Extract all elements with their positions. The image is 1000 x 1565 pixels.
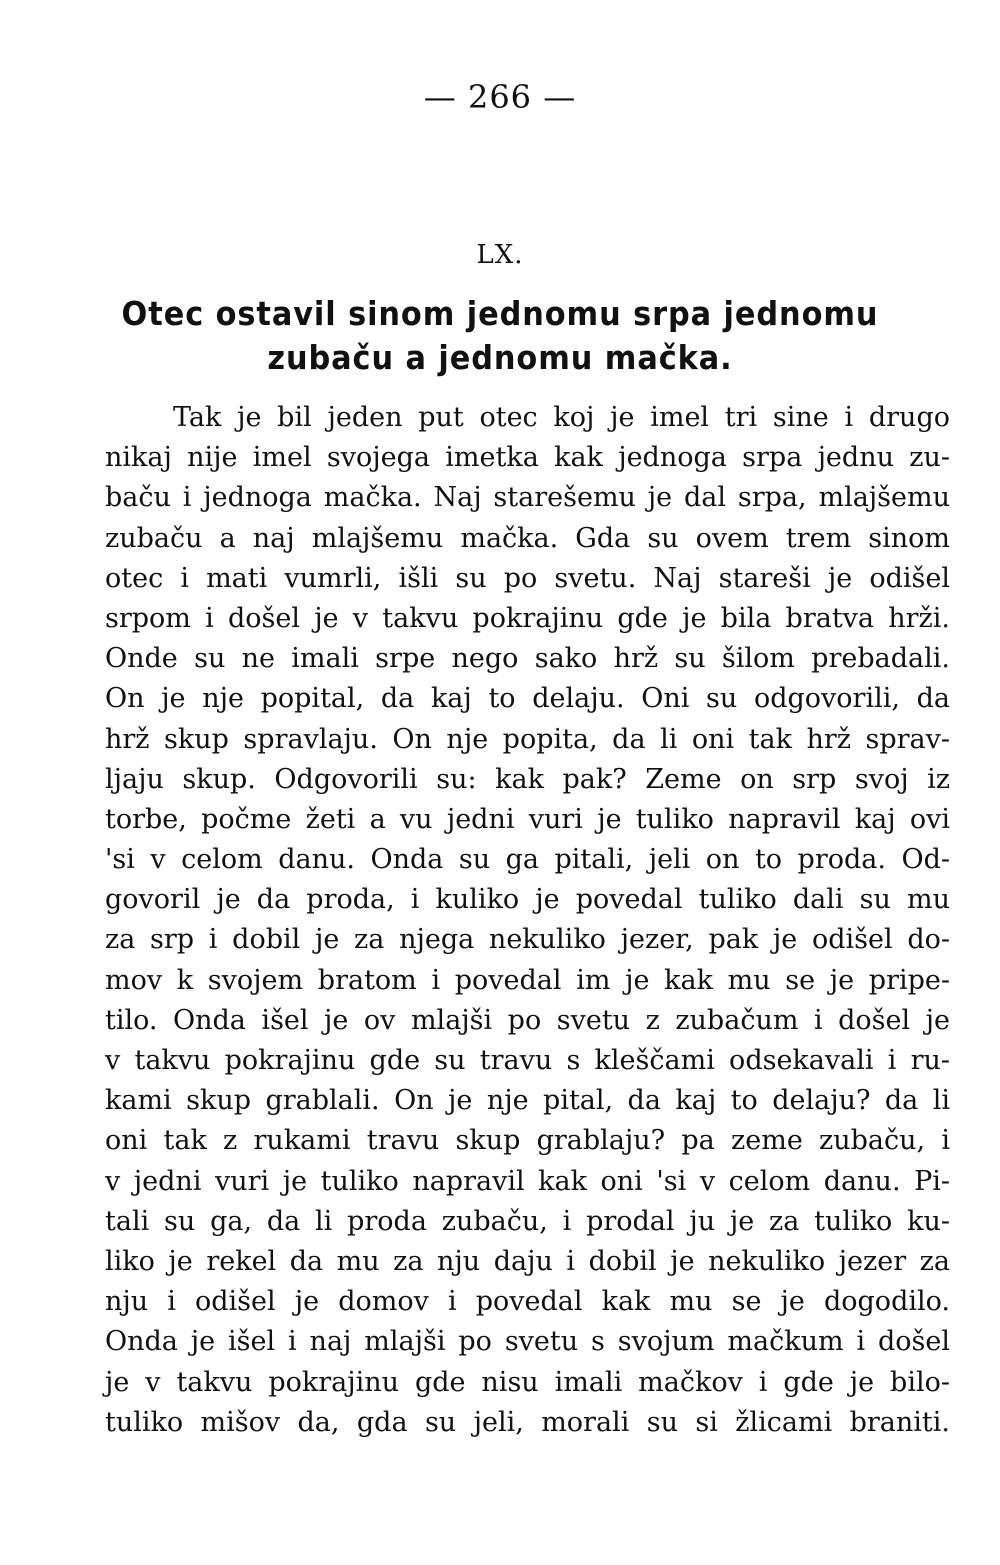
text-line: mov k svojem bratom i povedal im je kak mu se je pripe- bbox=[105, 964, 950, 996]
text-line: tuliko mišov da, gda su jeli, morali su si žlicami braniti. bbox=[105, 1406, 950, 1438]
text-line: za srp i dobil je za njega nekuliko jezer, pak je odišel do- bbox=[105, 924, 950, 956]
text-line: hrž skup spravlaju. On nje popita, da li oni tak hrž sprav- bbox=[105, 723, 950, 755]
chapter-title-line: Otec ostavil sinom jednomu srpa jednomu bbox=[121, 294, 879, 333]
text-line: nju i odišel je domov i povedal kak mu se je dogodilo. bbox=[105, 1286, 950, 1318]
text-line: On je nje popital, da kaj to delaju. Oni su odgovorili, da bbox=[105, 683, 950, 715]
text-line: oni tak z rukami travu skup grablaju? pa zeme zubaču, i bbox=[105, 1125, 950, 1157]
chapter-number: LX. bbox=[476, 240, 524, 270]
text-line: Onde su ne imali srpe nego sako hrž su šilom prebadali. bbox=[105, 643, 950, 675]
text-line: ljaju skup. Odgovorili su: kak pak? Zeme on srp svoj iz bbox=[105, 763, 950, 795]
text-line: nikaj nije imel svojega imetka kak jednoga srpa jednu zu- bbox=[105, 442, 950, 474]
chapter-title-line: zubaču a jednomu mačka. bbox=[267, 338, 733, 377]
text-line: v jedni vuri je tuliko napravil kak oni 'si v celom danu. Pi- bbox=[105, 1165, 950, 1197]
text-line: otec i mati vumrli, išli su po svetu. Naj stareši je odišel bbox=[105, 562, 950, 594]
chapter-title bbox=[95, 292, 905, 380]
text-line: kami skup grablali. On je nje pital, da kaj to delaju? da li bbox=[105, 1085, 950, 1117]
text-line: Tak je bil jeden put otec koj je imel tri sine i drugo bbox=[173, 402, 950, 433]
text-line: tilo. Onda išel je ov mlajši po svetu z zubačum i došel je bbox=[105, 1004, 950, 1036]
text-line: govoril je da proda, i kuliko je povedal tuliko dali su mu bbox=[105, 884, 950, 916]
text-line: srpom i došel je v takvu pokrajinu gde je bila bratva hrži. bbox=[105, 602, 950, 634]
text-line: torbe, počme žeti a vu jedni vuri je tuliko napravil kaj ovi bbox=[105, 803, 950, 835]
text-line: liko je rekel da mu za nju daju i dobil je nekuliko jezer za bbox=[105, 1245, 950, 1277]
text-line: zubaču a naj mlajšemu mačka. Gda su ovem trem sinom bbox=[105, 522, 950, 554]
page-number: — 266 — bbox=[423, 78, 577, 116]
text-line: Onda je išel i naj mlajši po svetu s svojum mačkum i došel bbox=[105, 1326, 950, 1358]
text-line: je v takvu pokrajinu gde nisu imali mačkov i gde je bilo- bbox=[105, 1366, 950, 1398]
body-text bbox=[105, 398, 950, 1443]
text-line: v takvu pokrajinu gde su travu s kleščami odsekavali i ru- bbox=[105, 1045, 950, 1076]
text-line: baču i jednoga mačka. Naj starešemu je dal srpa, mlajšemu bbox=[105, 482, 950, 514]
text-line: tali su ga, da li proda zubaču, i prodal ju je za tuliko ku- bbox=[105, 1205, 950, 1237]
text-line: 'si v celom danu. Onda su ga pitali, jeli on to proda. Od- bbox=[105, 844, 950, 876]
